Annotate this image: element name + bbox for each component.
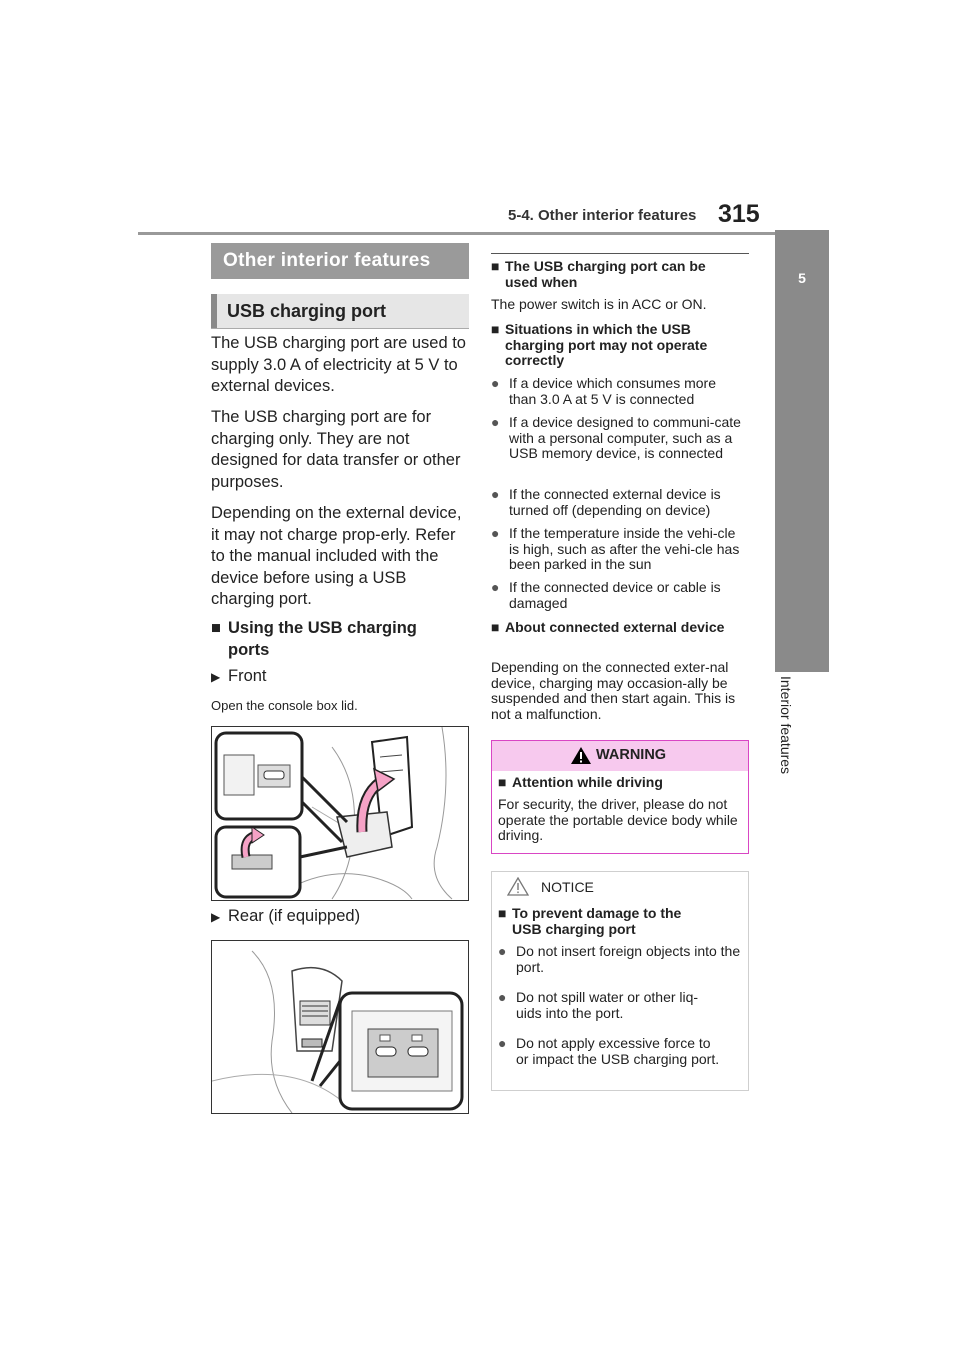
situation-item: ● If a device which consumes more than 3.0 A at 5 V is connected [491, 375, 716, 407]
notice-label: NOTICE [541, 879, 594, 895]
notice-item: ● Do not spill water or other liq-uids into the port. [498, 989, 699, 1021]
square-bullet-icon: ■ [498, 774, 507, 790]
situations-heading: ■ Situations in which the USB charging port may not operate correctly [491, 321, 708, 368]
rear-label: ▶ Rear (if equipped) [211, 906, 469, 928]
chapter-tab [775, 230, 829, 672]
intro-paragraph: The USB charging port are used to supply 3.0 A of electricity at 5 V to external devices. [211, 334, 466, 395]
charging-only-paragraph: The USB charging port are for charging only. They are not designed for data transfer or other purposes. [211, 408, 461, 491]
chapter-number: 5 [798, 270, 806, 286]
rear-usb-illustration [211, 940, 469, 1114]
square-bullet-icon: ■ [498, 905, 507, 921]
circle-bullet-icon: ● [498, 943, 507, 959]
circle-bullet-icon: ● [491, 579, 500, 595]
situation-item: ● If the connected external device is turned off (depending on device) [491, 486, 721, 518]
circle-bullet-icon: ● [498, 989, 507, 1005]
circle-bullet-icon: ● [491, 486, 500, 502]
chapter-label: Interior features [778, 676, 794, 775]
section-header: 5-4. Other interior features [508, 207, 697, 224]
circle-bullet-icon: ● [491, 414, 500, 430]
usable-when-text: The power switch is in ACC or ON. [491, 296, 707, 312]
circle-bullet-icon: ● [498, 1035, 507, 1051]
notice-item: ● Do not apply excessive force to or impact the USB charging port. [498, 1035, 720, 1067]
square-bullet-icon: ■ [491, 258, 500, 274]
page-title: Other interior features [211, 243, 469, 279]
triangle-bullet-icon: ▶ [211, 670, 221, 684]
section-subtitle: USB charging port [211, 294, 469, 328]
compatibility-paragraph: Depending on the external device, it may not charge prop-erly. Refer to the manual included with the device before using a USB charging port. [211, 504, 462, 608]
square-bullet-icon: ■ [491, 321, 500, 337]
notice-item: ● Do not insert foreign objects into the port. [498, 943, 741, 975]
warning-heading: ■ Attention while driving [498, 774, 663, 790]
warning-icon [570, 746, 592, 770]
page-number: 315 [718, 200, 760, 228]
square-bullet-icon: ■ [491, 619, 500, 635]
header-rule [138, 232, 822, 235]
usable-when-heading: ■ The USB charging port can be used when [491, 258, 706, 290]
situation-item: ● If a device designed to communi-cate with a personal computer, such as a USB memory device, is connected [491, 414, 741, 461]
notice-header [492, 872, 748, 902]
notice-heading: ■ To prevent damage to the USB charging port [498, 905, 682, 937]
front-usb-illustration [211, 726, 469, 901]
connected-device-text: Depending on the connected exter-nal device, charging may occasion-ally be suspended and then start again. This is not a malfunction. [491, 659, 736, 722]
square-bullet-icon: ■ [211, 619, 221, 637]
connected-device-heading: ■ About connected external device [491, 619, 725, 635]
right-column-rule [491, 253, 749, 254]
using-ports-heading: ■ Using the USB charging ports [211, 618, 469, 661]
circle-bullet-icon: ● [491, 525, 500, 541]
circle-bullet-icon: ● [491, 375, 500, 391]
warning-header [492, 741, 748, 771]
triangle-bullet-icon: ▶ [211, 910, 221, 924]
subtitle-rule [211, 328, 469, 329]
situation-item: ● If the connected device or cable is damaged [491, 579, 721, 611]
warning-text: For security, the driver, please do not operate the portable device body while driving. [498, 796, 738, 843]
front-label: ▶ Front [211, 666, 469, 688]
caution-icon [507, 877, 529, 901]
situation-item: ● If the temperature inside the vehi-cle is high, such as after the vehi-cle has been parked in the sun [491, 525, 740, 572]
front-caption: Open the console box lid. [211, 698, 358, 713]
warning-label: WARNING [596, 747, 667, 763]
